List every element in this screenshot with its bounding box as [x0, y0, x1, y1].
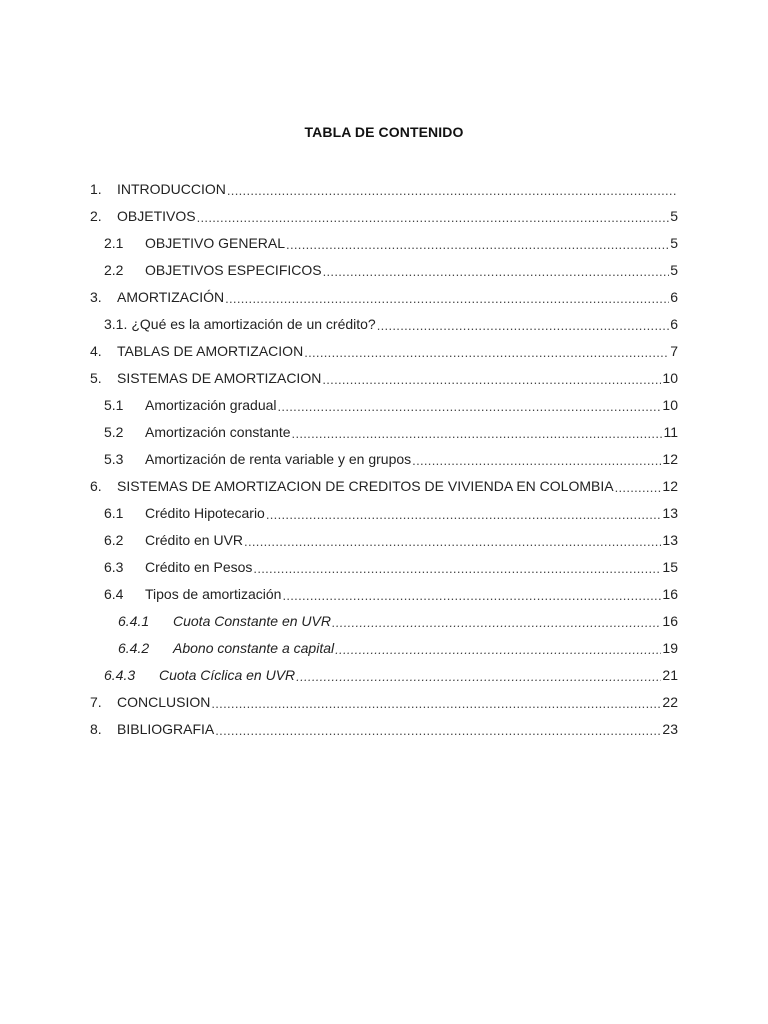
toc-entry-label: Crédito Hipotecario	[145, 504, 265, 521]
toc-entry[interactable]	[90, 715, 678, 742]
toc-entry[interactable]	[90, 553, 678, 580]
toc-entry-number: 5.1	[104, 396, 124, 413]
dot-leader	[282, 588, 661, 602]
toc-entry[interactable]	[90, 283, 678, 310]
toc-entry-number: 4.	[90, 342, 102, 359]
toc-entry-page: 12	[662, 450, 678, 467]
toc-entry-number: 5.3	[104, 450, 124, 467]
toc-entry-label: Abono constante a capital	[173, 639, 335, 656]
toc-entry-label: BIBLIOGRAFIA	[117, 720, 215, 737]
table-of-contents	[90, 175, 678, 742]
toc-entry-page: 16	[662, 612, 678, 629]
toc-entry-label: AMORTIZACIÓN	[117, 288, 225, 305]
dot-leader	[615, 480, 662, 494]
toc-entry[interactable]	[90, 634, 678, 661]
toc-entry-label: Amortización gradual	[145, 396, 277, 413]
toc-entry-page: 10	[662, 369, 678, 386]
toc-entry-page: 10	[662, 396, 678, 413]
toc-entry[interactable]	[90, 607, 678, 634]
toc-entry-page: 22	[662, 693, 678, 710]
dot-leader	[227, 183, 677, 197]
toc-entry-number: 7.	[90, 693, 102, 710]
toc-entry[interactable]	[90, 364, 678, 391]
dot-leader	[266, 507, 662, 521]
toc-entry[interactable]	[90, 391, 678, 418]
toc-entry-page: 7	[670, 342, 678, 359]
toc-entry-page: 5	[670, 207, 678, 224]
dot-leader	[253, 561, 661, 575]
toc-entry-label: OBJETIVOS	[117, 207, 196, 224]
toc-entry-label: SISTEMAS DE AMORTIZACION	[117, 369, 322, 386]
toc-entry[interactable]	[90, 202, 678, 229]
toc-title: TABLA DE CONTENIDO	[304, 124, 464, 140]
toc-entry[interactable]	[90, 526, 678, 553]
toc-entry-page: 19	[662, 639, 678, 656]
toc-entry-label: TABLAS DE AMORTIZACION	[117, 342, 304, 359]
toc-entry-label: OBJETIVO GENERAL	[145, 234, 286, 251]
dot-leader	[304, 345, 669, 359]
toc-entry-label: INTRODUCCION	[117, 180, 226, 197]
toc-entry-page: 6	[670, 288, 678, 305]
toc-entry-number: 6.4	[104, 585, 124, 602]
toc-entry-number: 1.	[90, 180, 102, 197]
toc-entry[interactable]	[90, 472, 678, 499]
toc-entry-page: 15	[662, 558, 678, 575]
toc-entry-label: OBJETIVOS ESPECIFICOS	[145, 261, 322, 278]
toc-entry-page: 5	[670, 234, 678, 251]
toc-entry-page: 16	[662, 585, 678, 602]
toc-entry-number: 8.	[90, 720, 102, 737]
toc-entry-label: Amortización constante	[145, 423, 291, 440]
dot-leader	[197, 210, 670, 224]
dot-leader	[211, 696, 661, 710]
toc-entry-number: 3.1.	[104, 315, 128, 332]
toc-entry[interactable]	[90, 688, 678, 715]
toc-entry-label: Crédito en Pesos	[145, 558, 253, 575]
dot-leader	[215, 723, 661, 737]
toc-entry[interactable]	[90, 229, 678, 256]
toc-entry[interactable]	[90, 445, 678, 472]
toc-entry-number: 5.2	[104, 423, 124, 440]
dot-leader	[377, 318, 669, 332]
toc-entry-number: 6.1	[104, 504, 124, 521]
toc-entry[interactable]	[90, 661, 678, 688]
toc-entry-page: 11	[663, 423, 678, 440]
dot-leader	[286, 237, 669, 251]
toc-entry-number: 6.3	[104, 558, 124, 575]
toc-entry-number: 6.4.1	[118, 612, 150, 629]
dot-leader	[412, 453, 661, 467]
toc-entry-number: 6.2	[104, 531, 124, 548]
toc-entry-label: Cuota Cíclica en UVR	[159, 666, 296, 683]
toc-entry-page: 13	[662, 504, 678, 521]
dot-leader	[322, 372, 661, 386]
toc-entry-page: 13	[662, 531, 678, 548]
toc-entry[interactable]	[90, 310, 678, 337]
toc-entry-label: Tipos de amortización	[145, 585, 282, 602]
toc-entry[interactable]	[90, 580, 678, 607]
toc-entry-number: 5.	[90, 369, 102, 386]
toc-entry-number: 3.	[90, 288, 102, 305]
toc-entry-label: Crédito en UVR	[145, 531, 244, 548]
dot-leader	[332, 615, 661, 629]
toc-entry[interactable]	[90, 256, 678, 283]
toc-entry-page: 6	[670, 315, 678, 332]
toc-entry-label: Amortización de renta variable y en grupos	[145, 450, 412, 467]
toc-entry[interactable]	[90, 418, 678, 445]
dot-leader	[296, 669, 661, 683]
toc-entry-page: 23	[662, 720, 678, 737]
toc-entry-page: 12	[662, 477, 678, 494]
toc-entry[interactable]	[90, 499, 678, 526]
toc-entry-number: 6.4.3	[104, 666, 136, 683]
toc-entry-number: 6.4.2	[118, 639, 150, 656]
dot-leader	[225, 291, 669, 305]
dot-leader	[278, 399, 662, 413]
dot-leader	[323, 264, 670, 278]
dot-leader	[244, 534, 661, 548]
toc-entry[interactable]	[90, 175, 678, 202]
toc-entry-label: Cuota Constante en UVR	[173, 612, 331, 629]
toc-entry-number: 2.1	[104, 234, 124, 251]
toc-entry-label: CONCLUSION	[117, 693, 211, 710]
toc-entry-number: 6.	[90, 477, 102, 494]
dot-leader	[335, 642, 661, 656]
toc-entry-label: SISTEMAS DE AMORTIZACION DE CREDITOS DE VIVIENDA EN COLOMBIA	[117, 477, 614, 494]
toc-entry[interactable]	[90, 337, 678, 364]
toc-entry-page: 5	[670, 261, 678, 278]
toc-entry-number: 2.2	[104, 261, 124, 278]
toc-entry-number: 2.	[90, 207, 102, 224]
toc-entry-page: 21	[662, 666, 678, 683]
toc-entry-label: ¿Qué es la amortización de un crédito?	[131, 315, 376, 332]
dot-leader	[292, 426, 663, 440]
